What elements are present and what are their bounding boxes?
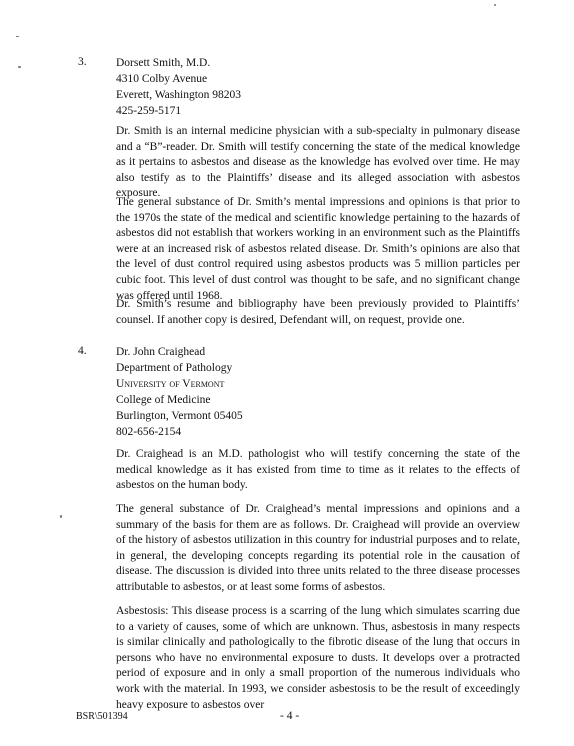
department: Department of Pathology (116, 362, 233, 374)
scan-speck (18, 66, 21, 68)
paragraph: The general substance of Dr. Craighead’s mental impressions and opinions and a summary of the basis for them are as follows. Dr. Craighead will provide an overview of the history of asbestos utilization in this country for industrial purposes and to relate, in general, the developing concepts regarding its potential role in the causation of disease. The discussion is divided into three units related to the three disease processes attributable to asbestos, or at least some forms of asbestos. (116, 503, 520, 593)
paragraph: Asbestosis: This disease process is a scarring of the lung which simulates scarring due to a variety of causes, some of which are unknown. Thus, asbestosis in many respects is similar clinically and pathologically to the fibrotic disease of the lung that occurs in persons who have no environmental exposure to dusts. It develops over a protracted period of exposure and in only a small proportion of the numerous individuals who work with the material. In 1993, we consider asbestosis to be the result of exceedingly heavy exposure to asbestos over (116, 605, 520, 711)
expert-address-block (116, 55, 241, 119)
entry-number: 3. (78, 56, 87, 68)
college: College of Medicine (116, 394, 211, 406)
institution: University of Vermont (116, 378, 225, 390)
entry-number: 4. (78, 345, 87, 357)
scan-speck (60, 515, 62, 518)
phone-number: 425-259-5171 (116, 105, 182, 117)
city-state-zip: Burlington, Vermont 05405 (116, 410, 243, 422)
phone-number: 802-656-2154 (116, 426, 182, 438)
scan-speck (494, 4, 496, 6)
city-state-zip: Everett, Washington 98203 (116, 89, 242, 101)
paragraph: The general substance of Dr. Smith’s mental impressions and opinions is that prior to the 1970s the state of the medical and scientific knowledge pertaining to the hazards of asbestos did not establish that workers working in an environment such as the Plaintiffs were at an increased risk of asbestos related disease. Dr. Smith’s opinions are also that the level of dust control required using asbestos products was 5 million particles per cubic foot. This level of dust control was thought to be safe, and no significant change was offered until 1968. (116, 196, 520, 302)
expert-address-block (116, 344, 243, 440)
scan-speck (16, 36, 19, 37)
paragraph: Dr. Smith’s resume and bibliography have been previously provided to Plaintiffs’ counsel. If another copy is desired, Defendant will, on request, provide one. (116, 298, 520, 326)
paragraph: Dr. Smith is an internal medicine physician with a sub-specialty in pulmonary disease and a “B”-reader. Dr. Smith will testify concerning the state of the medical knowledge as it pertains to asbestos and disease as the knowledge has evolved over time. He may also testify as to the Plaintiffs’ disease and its alleged association with asbestos exposure. (116, 125, 520, 200)
paragraph: Dr. Craighead is an M.D. pathologist who will testify concerning the state of the medical knowledge as it has existed from time to time as it relates to the effects of asbestos on the human body. (116, 448, 520, 492)
expert-name: Dr. John Craighead (116, 346, 206, 358)
street-address: 4310 Colby Avenue (116, 73, 208, 85)
page-number: - 4 - (280, 710, 300, 722)
document-id: BSR\501394 (76, 711, 128, 722)
expert-name: Dorsett Smith, M.D. (116, 57, 211, 69)
